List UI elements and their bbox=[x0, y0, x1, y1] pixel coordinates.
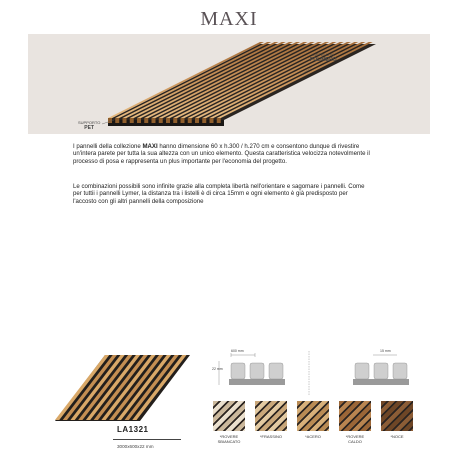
wood-slat-end bbox=[123, 118, 127, 123]
wood-slat-end bbox=[159, 118, 163, 123]
description-paragraph-2: Le combinazioni possibili sono infinite grazie alla completa libertà nell'orientare e sagomare i pannelli. Come per tuttii i pannelli Lymer, la distanza tra i listelli è di circa 15mm e ogni elemento è già predisposto per l'accosto con gli altri pannelli della composizione bbox=[73, 183, 365, 205]
profile-slat bbox=[231, 363, 245, 379]
finish-label bbox=[335, 434, 375, 444]
finish-label bbox=[251, 434, 291, 439]
finish-swatch bbox=[213, 401, 245, 431]
wood-slat-end bbox=[166, 118, 170, 123]
wood-slat-end bbox=[130, 118, 134, 123]
wood-slat-end bbox=[210, 118, 214, 123]
wood-slat-end bbox=[188, 118, 192, 123]
profile-diagram bbox=[213, 349, 423, 399]
wood-slat-end bbox=[108, 118, 112, 123]
finish-label-line1: *ROVERE bbox=[345, 434, 365, 439]
product-section bbox=[55, 345, 425, 455]
description-paragraph-1: I pannelli della collezione MAXI hanno dimensione 60 x h.300 / h.270 cm e consentono dunque di rivestire un'intera parete per tutta la sua altezza con un unico elemento. Questa caratteristica velocizza notevolmente il processo di posa e rappresenta un plus importante per l'economia del progetto. bbox=[73, 143, 370, 165]
callout-support-line1: SUPPORTO bbox=[78, 120, 101, 125]
profile-base bbox=[229, 379, 285, 385]
finish-swatch bbox=[255, 401, 287, 431]
finish-label bbox=[377, 434, 417, 439]
product-photo bbox=[55, 351, 190, 431]
finish-label bbox=[293, 434, 333, 439]
panel-illustration bbox=[28, 34, 430, 134]
dim-right: 15 mm bbox=[380, 349, 391, 353]
product-code: LA1321 bbox=[117, 425, 149, 434]
hero-image bbox=[28, 34, 430, 134]
callout-slats-line2: POLIMERO bbox=[310, 57, 337, 63]
finish-label-line2: CALDO bbox=[348, 439, 362, 444]
wood-slat-end bbox=[181, 118, 185, 123]
product-dimensions: 3000x600x22 mm bbox=[117, 444, 154, 449]
callout-support-line2: PET bbox=[84, 125, 95, 131]
finish-label-line1: *ROVERE bbox=[219, 434, 239, 439]
finish-swatch bbox=[297, 401, 329, 431]
wood-slat-end bbox=[202, 118, 206, 123]
profile-base bbox=[353, 379, 409, 385]
finish-label bbox=[209, 434, 249, 444]
profile-slat bbox=[269, 363, 283, 379]
wood-slat-end bbox=[137, 118, 141, 123]
finish-swatch bbox=[381, 401, 413, 431]
wood-slat-end bbox=[195, 118, 199, 123]
finish-label-line1: *NOCE bbox=[390, 434, 404, 439]
dim-side: 22 mm bbox=[212, 367, 223, 371]
wood-slat-end bbox=[173, 118, 177, 123]
callout-slats-line1: LISTELLI IN bbox=[312, 52, 335, 57]
page-title: MAXI bbox=[200, 8, 258, 30]
profile-slat bbox=[250, 363, 264, 379]
profile-slat bbox=[355, 363, 369, 379]
finish-swatch bbox=[339, 401, 371, 431]
wood-slat-end bbox=[217, 118, 221, 123]
wood-slat-end bbox=[115, 118, 119, 123]
divider bbox=[113, 439, 181, 440]
wood-slat-end bbox=[152, 118, 156, 123]
finish-label-line1: *ACERO bbox=[305, 434, 321, 439]
callout-support bbox=[78, 120, 100, 131]
finish-label-line2: SBIANCATO bbox=[217, 439, 241, 444]
wood-slat-end bbox=[144, 118, 148, 123]
dim-top: 600 mm bbox=[231, 349, 244, 353]
finish-label-line1: *FRASSINO bbox=[259, 434, 282, 439]
profile-slat bbox=[393, 363, 407, 379]
profile-slat bbox=[374, 363, 388, 379]
callout-slats bbox=[310, 52, 337, 63]
